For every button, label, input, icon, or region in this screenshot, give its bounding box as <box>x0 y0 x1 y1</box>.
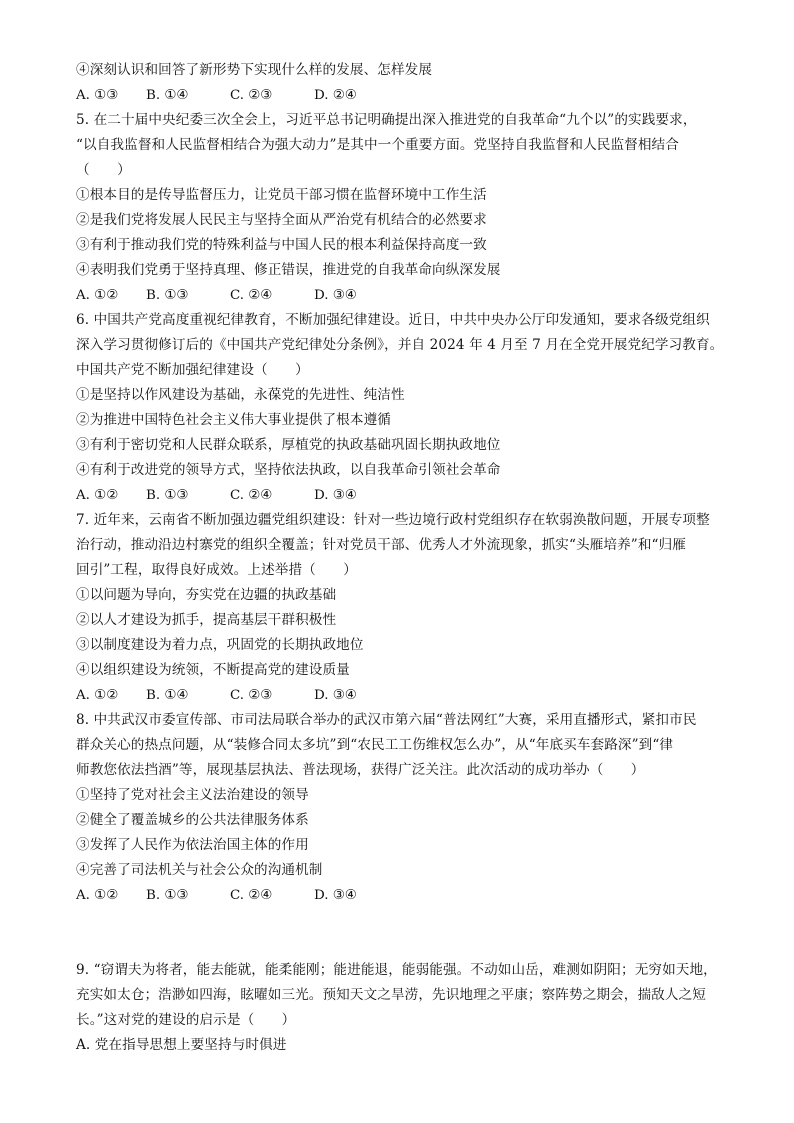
answer-options <box>76 683 726 708</box>
option-a: A. ①③ <box>76 88 119 103</box>
question-stem-line: 5. 在二十届中央纪委三次全会上，习近平总书记明确提出深入推进党的自我革命“九个以”的实践要求， <box>76 112 697 128</box>
question-stem-line: 中国共产党不断加强纪律建设（ ） <box>76 362 309 378</box>
option-b: B. ①③ <box>146 888 189 903</box>
statement-item: ④完善了司法机关与社会公众的沟通机制 <box>76 862 323 878</box>
answer-options <box>76 283 726 308</box>
question-stem-line: “以自我监督和人民监督相结合为强大动力”是其中一个重要方面。党坚持自我监督和人民监督相结合 <box>76 137 679 153</box>
statement-item: ②以人才建设为抓手，提高基层干群积极性 <box>76 612 337 628</box>
option-a: A. ①② <box>76 688 119 703</box>
option-a: A. ①② <box>76 488 119 503</box>
option-a: A. 党在指导思想上要坚持与时俱进 <box>76 1037 287 1053</box>
question-8 <box>76 708 726 908</box>
option-b: B. ①③ <box>146 488 189 503</box>
statement-item: ②是我们党将发展人民民主与坚持全面从严治党有机结合的必然要求 <box>76 212 487 228</box>
option-d: D. ③④ <box>314 488 357 503</box>
statement-item: ④有利于改进党的领导方式，坚持依法执政，以自我革命引领社会革命 <box>76 462 501 478</box>
option-d: D. ②④ <box>314 88 357 103</box>
answer-options <box>76 883 726 908</box>
option-c: C. ②④ <box>230 488 273 503</box>
question-stem-line: 师教您依法挡酒”等，展现基层执法、普法现场，获得广泛关注。此次活动的成功举办（ ） <box>76 762 645 778</box>
statement-item: ④表明我们党勇于坚持真理、修正错误，推进党的自我革命向纵深发展 <box>76 262 501 278</box>
question-stem-line: 7. 近年来，云南省不断加强边疆党组织建设：针对一些边境行政村党组织存在软弱涣散问题，开展专项整 <box>76 512 710 528</box>
question-stem-line: 6. 中国共产党高度重视纪律教育，不断加强纪律建设。近日，中共中央办公厅印发通知，要求各级党组织 <box>76 312 710 328</box>
question-stem-line: 群众关心的热点问题，从“装修合同太多坑”到“农民工工伤维权怎么办”，从“年底买车套路深”到“律 <box>76 737 674 753</box>
statement-item: ③以制度建设为着力点，巩固党的长期执政地位 <box>76 637 364 653</box>
question-4-item-4: ④深刻认识和回答了新形势下实现什么样的发展、怎样发展 <box>76 62 433 78</box>
question-stem-line: 长。”这对党的建设的启示是（ ） <box>76 1012 296 1028</box>
option-c: C. ②④ <box>230 888 273 903</box>
statement-item: ②健全了覆盖城乡的公共法律服务体系 <box>76 812 309 828</box>
option-b: B. ①④ <box>146 688 189 703</box>
statement-item: ①坚持了党对社会主义法治建设的领导 <box>76 787 309 803</box>
option-a: A. ①② <box>76 888 119 903</box>
answer-options <box>76 483 726 508</box>
question-stem-line: （ ） <box>76 162 131 178</box>
option-c: C. ②④ <box>230 288 273 303</box>
statement-item: ①根本目的是传导监督压力，让党员干部习惯在监督环境中工作生活 <box>76 187 487 203</box>
statement-item: ④以组织建设为统领，不断提高党的建设质量 <box>76 662 350 678</box>
question-stem-line: 9. “窃谓夫为将者，能去能就，能柔能刚；能进能退，能弱能强。不动如山岳，难测如阴阳；无穷如天地， <box>76 962 717 978</box>
question-stem-line: 8. 中共武汉市委宣传部、市司法局联合举办的武汉市第六届“普法网红”大赛，采用直播形式，紧扣市民 <box>76 712 697 728</box>
question-4-tail <box>76 58 726 108</box>
statement-item: ①以问题为导向，夯实党在边疆的执政基础 <box>76 587 337 603</box>
option-c: C. ②③ <box>230 688 273 703</box>
spacer <box>76 908 726 958</box>
question-5 <box>76 108 726 308</box>
option-d: D. ③④ <box>314 688 357 703</box>
statement-item: ③有利于推动我们党的特殊利益与中国人民的根本利益保持高度一致 <box>76 237 487 253</box>
statement-item: ③有利于密切党和人民群众联系，厚植党的执政基础巩固长期执政地位 <box>76 437 501 453</box>
question-9 <box>76 958 726 1058</box>
option-b: B. ①④ <box>146 88 189 103</box>
option-c: C. ②③ <box>230 88 273 103</box>
question-7 <box>76 508 726 708</box>
question-stem-line: 回引”工程，取得良好成效。上述举措（ ） <box>76 562 357 578</box>
question-4-options <box>76 83 726 108</box>
option-b: B. ①③ <box>146 288 189 303</box>
question-stem-line: 充实如太仓；浩渺如四海，眩曜如三光。预知天文之旱涝，先识地理之平康；察阵势之期会，揣敌人之短 <box>76 987 706 1003</box>
question-stem-line: 深入学习贯彻修订后的《中国共产党纪律处分条例》，并自 2024 年 4 月至 7 月在全党开展党纪学习教育。 <box>76 337 724 353</box>
statement-item: ①是坚持以作风建设为基础，永葆党的先进性、纯洁性 <box>76 387 405 403</box>
option-a: A. ①② <box>76 288 119 303</box>
statement-item: ②为推进中国特色社会主义伟大事业提供了根本遵循 <box>76 412 391 428</box>
question-stem-line: 治行动，推动沿边村寨党的组织全覆盖；针对党员干部、优秀人才外流现象，抓实“头雁培养”和“归雁 <box>76 537 686 553</box>
option-d: D. ③④ <box>314 288 357 303</box>
option-d: D. ③④ <box>314 888 357 903</box>
question-6 <box>76 308 726 508</box>
document-page <box>76 58 726 1058</box>
statement-item: ③发挥了人民作为依法治国主体的作用 <box>76 837 309 853</box>
